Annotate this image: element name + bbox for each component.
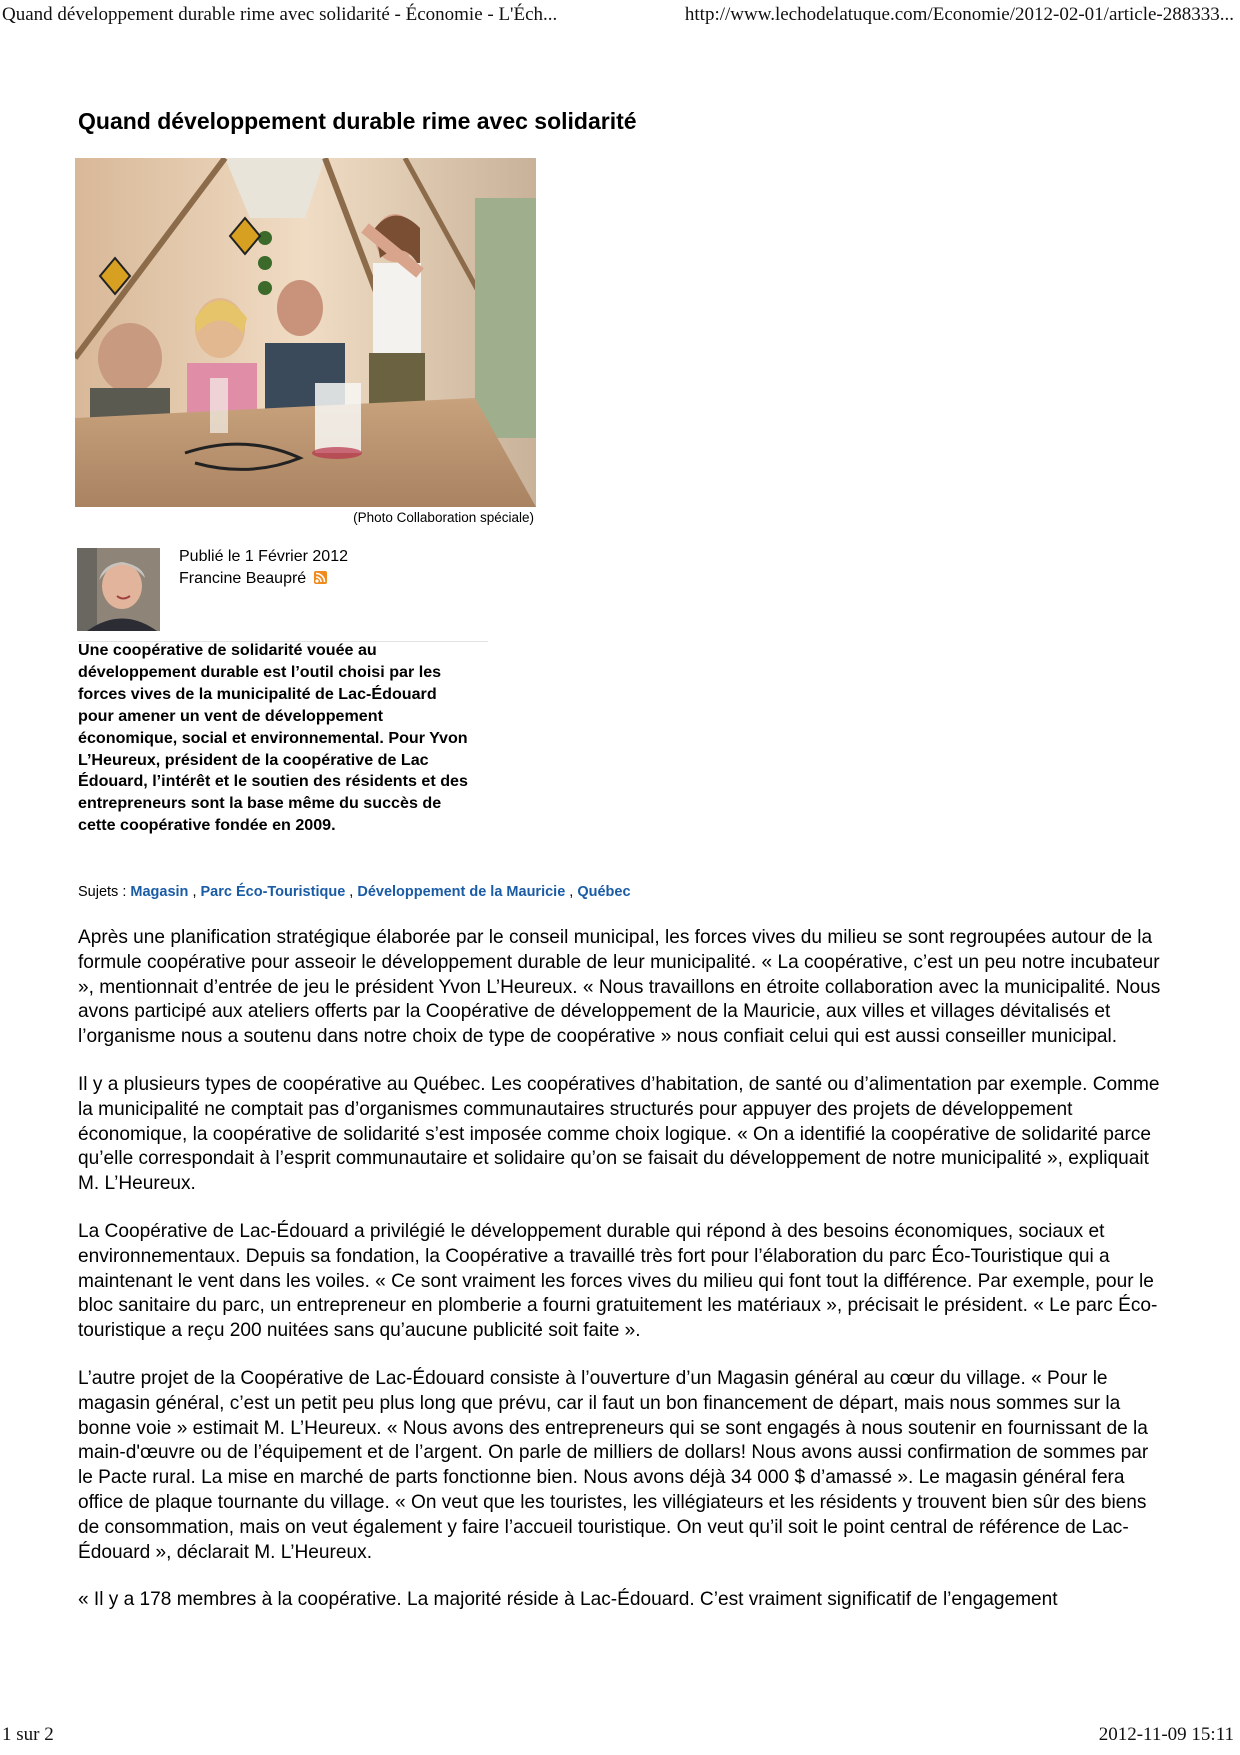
article-title: Quand développement durable rime avec solidarité	[78, 108, 637, 134]
print-header	[0, 4, 1240, 30]
print-footer	[0, 1724, 1240, 1750]
print-header-url[interactable]: http://www.lechodelatuque.com/Economie/2012-02-01/article-288333...	[684, 4, 1234, 25]
body-paragraph: L’autre projet de la Coopérative de Lac-Édouard consiste à l’ouverture d’un Magasin général au cœur du village. « Pour le magasin général, c’est un petit peu plus long que prévu, car il faut un bon financement de départ, mais nous sommes sur la bonne voie » estimait M. L’Heureux. « Nous avons des entrepreneurs qui se sont engagés à nous soutenir en fournissant de la main-d'œuvre ou de l’équipement et de l’argent. On parle de milliers de dollars! Nous avons aussi confirmation de sommes par le Pacte rural. La mise en marché de parts fonctionne bien. Nous avons déjà 34 000 $ d’amassé ». Le magasin général fera office de plaque tournante du village. « On veut que les touristes, les villégiateurs et les résidents y trouvent bien sûr des biens de consommation, mais on veut également y faire l’accueil touristique. On veut qu’il soit le point central de référence de Lac-Édouard », déclarait M. L’Heureux.	[78, 1367, 1149, 1563]
print-timestamp: 2012-11-09 15:11	[1098, 1724, 1234, 1745]
subject-separator: ,	[192, 884, 197, 900]
subjects-line	[78, 884, 631, 900]
article-photo-image	[75, 158, 536, 507]
subject-separator: ,	[569, 884, 574, 900]
subject-separator: ,	[349, 884, 354, 900]
subject-link-developpement-mauricie[interactable]: Développement de la Mauricie	[357, 884, 566, 900]
subject-link-quebec[interactable]: Québec	[577, 884, 631, 900]
author-avatar	[77, 548, 160, 631]
page-number: 1 sur 2	[2, 1724, 54, 1745]
subjects-label: Sujets :	[78, 884, 127, 900]
body-paragraph: La Coopérative de Lac-Édouard a privilégié le développement durable qui répond à des besoins économiques, sociaux et environnementaux. Depuis sa fondation, la Coopérative a travaillé très fort pour l’élaboration du parc Éco-Touristique qui a maintenant le vent dans les voiles. « Ce sont vraiment les forces vives du milieu qui font tout la différence. Par exemple, pour le bloc sanitaire du parc, un entrepreneur en plomberie a fourni gratuitement les matériaux », précisait le président. « Le parc Éco-touristique a reçu 200 nuitées sans qu’aucune publicité soit faite ».	[78, 1220, 1158, 1342]
body-paragraph: Il y a plusieurs types de coopérative au Québec. Les coopératives d’habitation, de santé ou d’alimentation par exemple. Comme la municipalité ne comptait pas d’organismes communautaires structurés pour appuyer des projets de développement économique, la coopérative de solidarité s’est imposée comme choix logique. « On a identifié la coopérative de solidarité parce qu’elle correspondait à l’esprit communautaire et solidaire qu’on se faisait du développement de notre municipalité », expliquait M. L’Heureux.	[78, 1073, 1160, 1195]
photo-caption: (Photo Collaboration spéciale)	[353, 510, 534, 525]
print-header-title: Quand développement durable rime avec solidarité - Économie - L'Éch...	[2, 4, 558, 25]
body-paragraph: « Il y a 178 membres à la coopérative. La majorité réside à Lac-Édouard. C’est vraiment significatif de l’engagement	[78, 1589, 1058, 1611]
subject-link-parc-eco-touristique[interactable]: Parc Éco-Touristique	[200, 884, 346, 900]
article-lede: Une coopérative de solidarité vouée au développement durable est l’outil choisi par les forces vives de la municipalité de Lac-Édouard pour amener un vent de développement économique, social et environnemental. Pour Yvon L’Heureux, président de la coopérative de Lac Édouard, l’intérêt et le soutien des résidents et des entrepreneurs sont la base même du succès de cette coopérative fondée en 2009.	[78, 641, 468, 835]
author-name[interactable]: Francine Beaupré	[179, 570, 307, 587]
author-line	[179, 570, 327, 588]
article-photo	[75, 158, 536, 507]
rss-icon[interactable]	[314, 571, 327, 584]
author-avatar-image	[77, 548, 160, 631]
body-paragraph: Après une planification stratégique élaborée par le conseil municipal, les forces vives du milieu se sont regroupées autour de la formule coopérative pour asseoir le développement durable de leur municipalité. « La coopérative, c’est un peu notre incubateur », mentionnait d’entrée de jeu le président Yvon L’Heureux. « Nous travaillons en étroite collaboration avec la municipalité. Nous avons participé aux ateliers offerts par la Coopérative de développement de la Mauricie, aux villes et villages dévitalisés et l’organisme nous a soutenu dans notre choix de type de coopérative » nous confiait celui qui est aussi conseiller municipal.	[78, 927, 1161, 1048]
article-body	[78, 926, 1168, 1636]
publication-date: Publié le 1 Février 2012	[179, 548, 348, 565]
subject-link-magasin[interactable]: Magasin	[130, 884, 189, 900]
